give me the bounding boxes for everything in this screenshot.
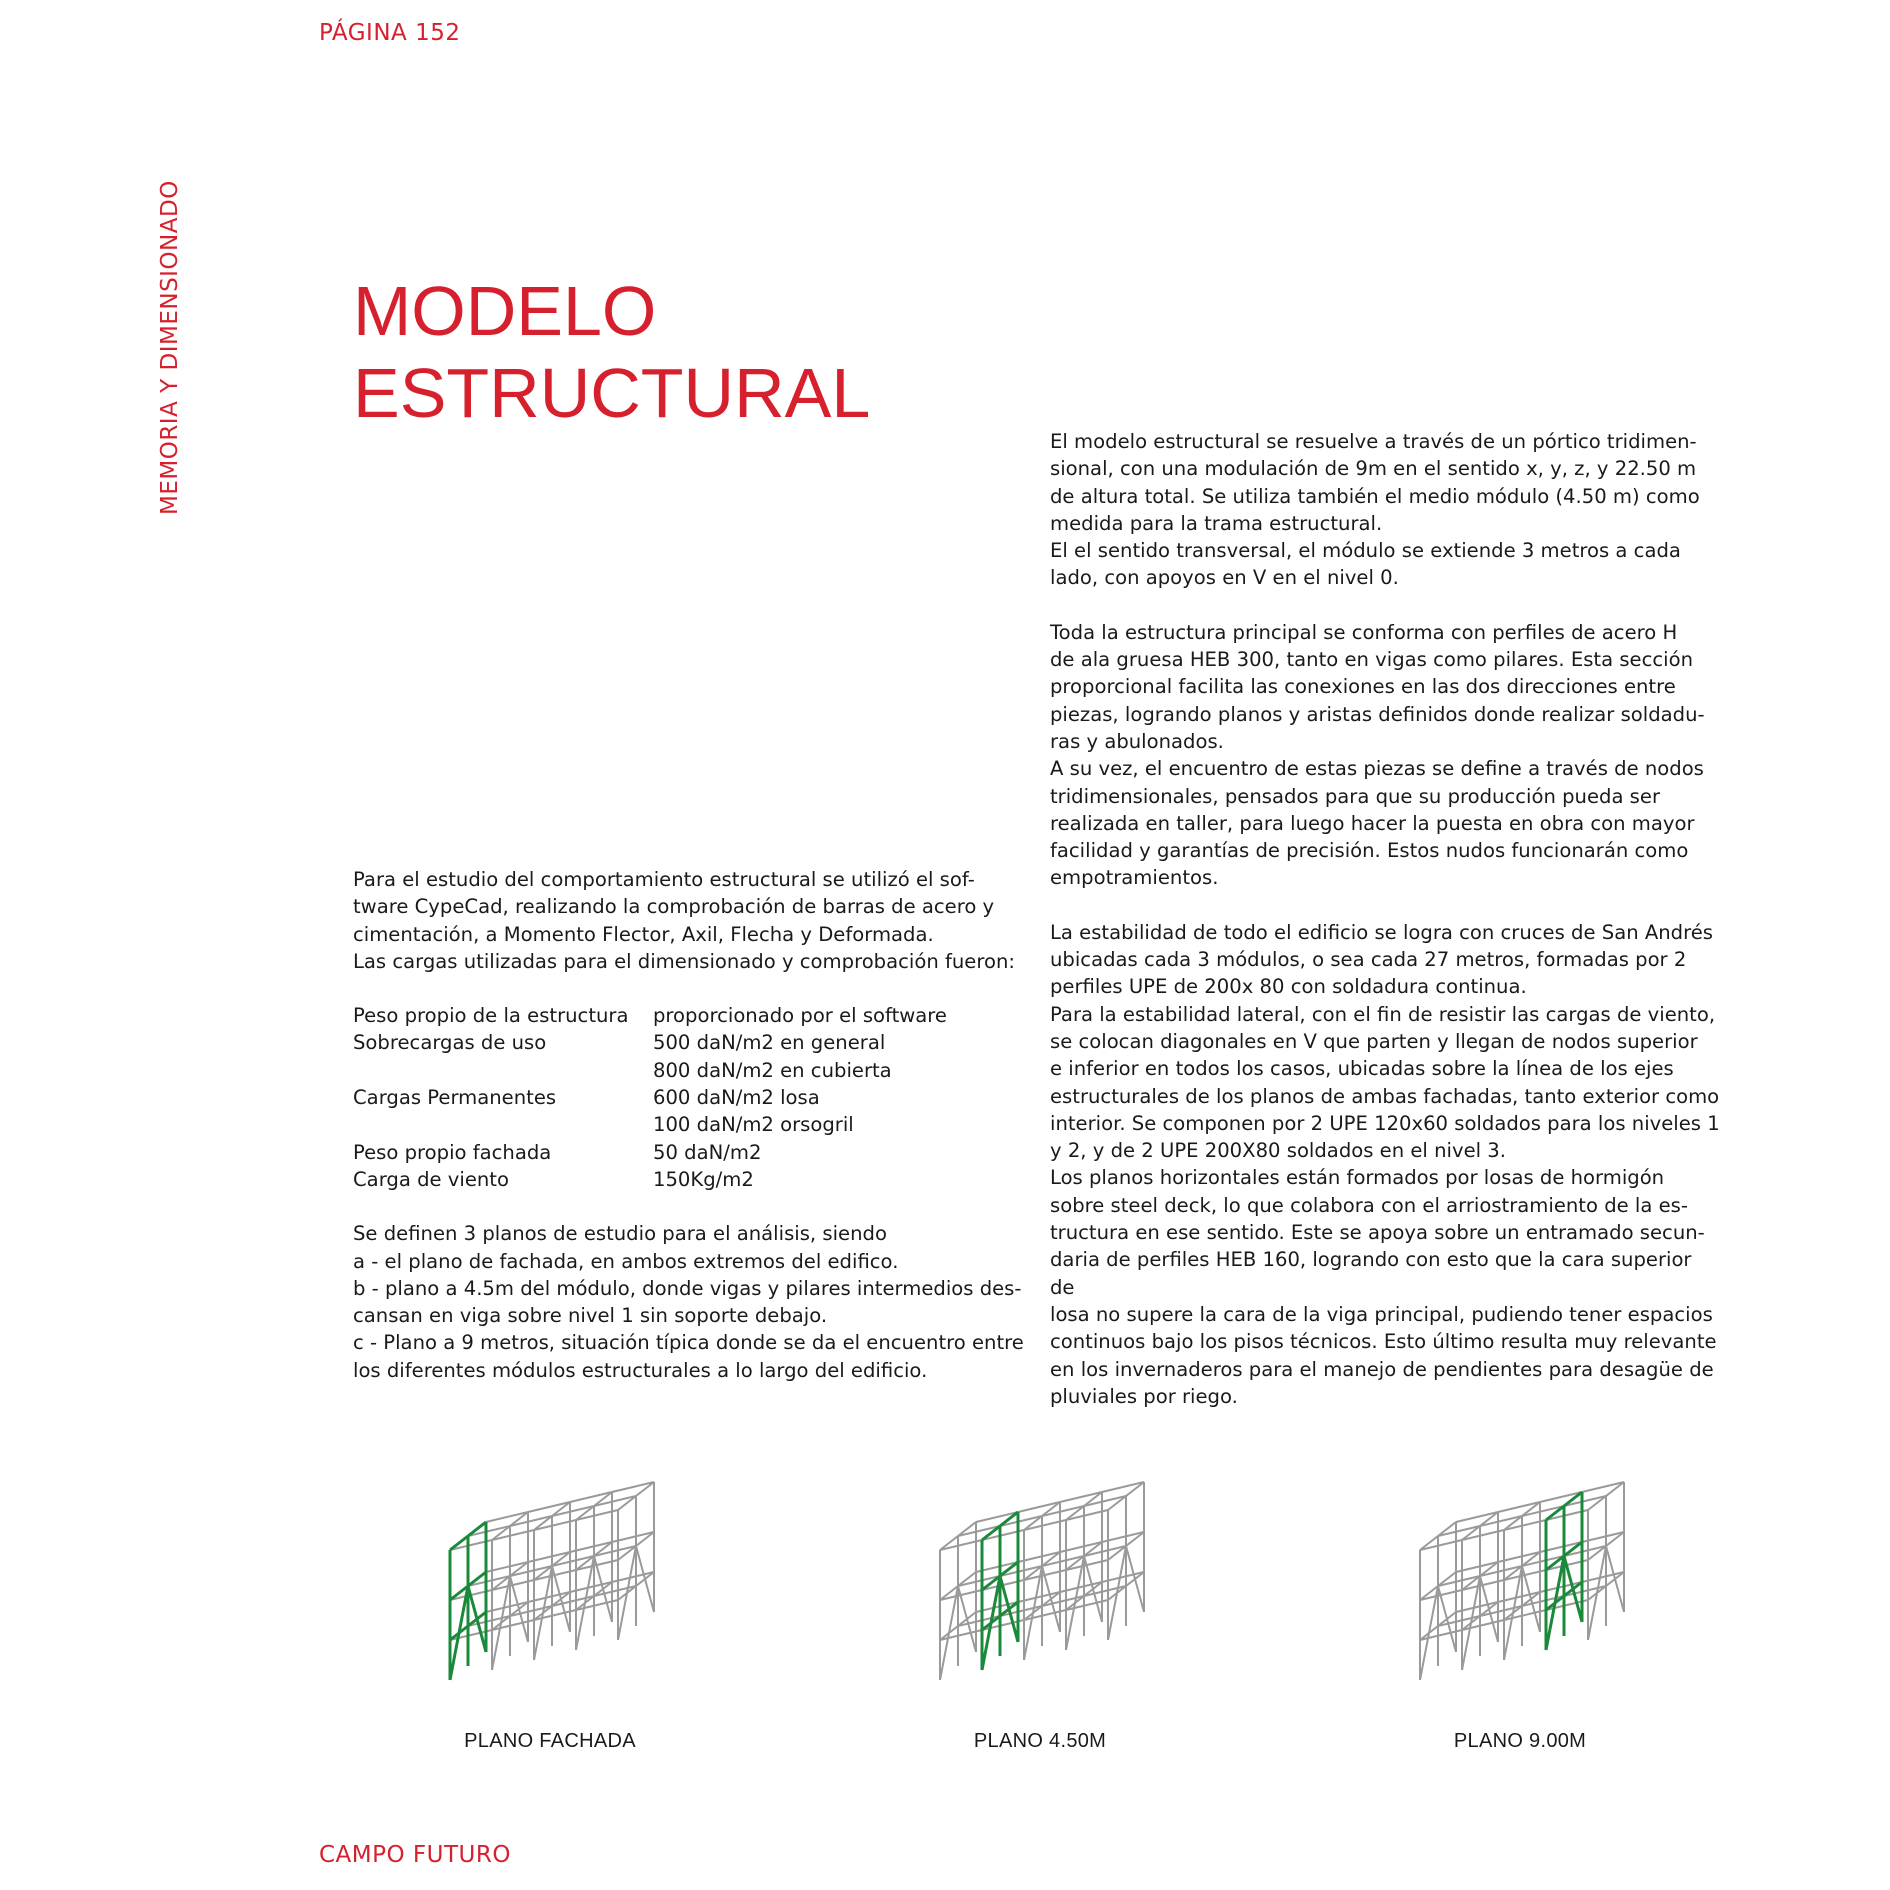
text-line: facilidad y garantías de precisión. Estos nudos funcionarán como bbox=[1050, 839, 1689, 863]
highlighted-member bbox=[1000, 1576, 1018, 1642]
page-title bbox=[353, 270, 870, 434]
title-line-1: MODELO bbox=[353, 272, 657, 350]
text-line: realizada en taller, para luego hacer la puesta en obra con mayor bbox=[1050, 811, 1695, 835]
text-line: sobre steel deck, lo que colabora con el arriostramiento de la es- bbox=[1050, 1193, 1688, 1217]
frame-member bbox=[1126, 1546, 1144, 1612]
load-label: Peso propio fachada bbox=[353, 1140, 552, 1164]
text-line: a - el plano de fachada, en ambos extremos del edifico. bbox=[353, 1249, 899, 1273]
text-line: interior. Se componen por 2 UPE 120x60 soldados para los niveles 1 bbox=[1050, 1111, 1720, 1135]
title-line-2: ESTRUCTURAL bbox=[353, 354, 871, 432]
table-row bbox=[353, 1166, 947, 1193]
text-line: ubicadas cada 3 módulos, o sea cada 27 metros, formadas por 2 bbox=[1050, 948, 1687, 972]
load-label: Peso propio de la estructura bbox=[353, 1004, 629, 1028]
text-line: pluviales por riego. bbox=[1050, 1384, 1238, 1408]
intro-paragraph bbox=[353, 866, 1033, 975]
highlighted-member bbox=[468, 1586, 486, 1652]
page-number: PÁGINA 152 bbox=[319, 20, 461, 46]
text-line: Para el estudio del comportamiento estructural se utilizó el sof- bbox=[353, 868, 975, 891]
text-line: medida para la trama estructural. bbox=[1050, 511, 1383, 535]
section-side-label: MEMORIA Y DIMENSIONADO bbox=[157, 180, 183, 515]
text-line: en los invernaderos para el manejo de pendientes para desagüe de bbox=[1050, 1357, 1714, 1381]
load-value: 500 daN/m2 en general bbox=[653, 1031, 886, 1055]
text-line: empotramientos. bbox=[1050, 866, 1219, 890]
text-line: tware CypeCad, realizando la comprobación de barras de acero y bbox=[353, 895, 995, 919]
diagram-plano-450 bbox=[890, 1480, 1190, 1753]
load-value: 50 daN/m2 bbox=[653, 1140, 762, 1164]
text-line: Se definen 3 planos de estudio para el análisis, siendo bbox=[353, 1222, 887, 1246]
text-line: Las cargas utilizadas para el dimensionado y comprobación fueron: bbox=[353, 949, 1015, 973]
table-row bbox=[353, 1002, 947, 1029]
text-line: los diferentes módulos estructurales a lo largo del edificio. bbox=[353, 1358, 928, 1382]
load-label bbox=[353, 1111, 653, 1138]
frame-member bbox=[1588, 1546, 1606, 1640]
load-value: 150Kg/m2 bbox=[653, 1167, 754, 1191]
paragraph-structure bbox=[1050, 428, 1720, 592]
loads-table bbox=[353, 1002, 947, 1193]
text-line: sional, con una modulación de 9m en el sentido x, y, z, y 22.50 m bbox=[1050, 457, 1697, 481]
table-row bbox=[353, 1084, 947, 1111]
paragraph-profiles bbox=[1050, 619, 1720, 892]
highlighted-member bbox=[1564, 1556, 1582, 1622]
text-line: cimentación, a Momento Flector, Axil, Flecha y Deformada. bbox=[353, 922, 934, 946]
text-line: Toda la estructura principal se conforma con perfiles de acero H bbox=[1050, 620, 1678, 644]
table-row bbox=[353, 1111, 947, 1138]
diagram-plano-fachada bbox=[400, 1480, 700, 1753]
diagram-caption: PLANO 9.00M bbox=[1453, 1730, 1587, 1752]
text-line: Los planos horizontales están formados por losas de hormigón bbox=[1050, 1166, 1665, 1190]
text-line: El el sentido transversal, el módulo se extiende 3 metros a cada bbox=[1050, 539, 1681, 563]
text-line: y 2, y de 2 UPE 200X80 soldados en el nivel 3. bbox=[1050, 1139, 1506, 1163]
load-label: Cargas Permanentes bbox=[353, 1086, 557, 1110]
load-label: Carga de viento bbox=[353, 1167, 509, 1191]
text-line: losa no supere la cara de la viga principal, pudiendo tener espacios bbox=[1050, 1302, 1713, 1326]
structural-frame-diagram bbox=[1400, 1480, 1640, 1700]
text-line: El modelo estructural se resuelve a través de un pórtico tridimen- bbox=[1050, 430, 1697, 453]
text-line: lado, con apoyos en V en el nivel 0. bbox=[1050, 566, 1399, 590]
load-value: 800 daN/m2 en cubierta bbox=[653, 1058, 892, 1082]
text-line: ras y abulonados. bbox=[1050, 729, 1224, 753]
diagram-plano-900 bbox=[1370, 1480, 1670, 1753]
text-line: tridimensionales, pensados para que su producción pueda ser bbox=[1050, 784, 1660, 808]
frame-member bbox=[1108, 1546, 1126, 1640]
text-line: perfiles UPE de 200x 80 con soldadura continua. bbox=[1050, 975, 1527, 999]
planes-paragraph bbox=[353, 1220, 1033, 1384]
text-line: daria de perfiles HEB 160, logrando con esto que la cara superior de bbox=[1050, 1248, 1692, 1299]
text-line: estructurales de los planos de ambas fachadas, tanto exterior como bbox=[1050, 1084, 1720, 1108]
text-line: b - plano a 4.5m del módulo, donde vigas y pilares intermedios des- bbox=[353, 1276, 1022, 1300]
frame-member bbox=[636, 1546, 654, 1612]
table-row bbox=[353, 1057, 947, 1084]
frame-member bbox=[1606, 1546, 1624, 1612]
text-line: cansan en viga sobre nivel 1 sin soporte debajo. bbox=[353, 1304, 828, 1328]
text-line: c - Plano a 9 metros, situación típica donde se da el encuentro entre bbox=[353, 1331, 1024, 1355]
text-line: se colocan diagonales en V que parten y llegan de nodos superior bbox=[1050, 1029, 1698, 1053]
text-line: tructura en ese sentido. Este se apoya sobre un entramado secun- bbox=[1050, 1221, 1705, 1245]
text-line: de altura total. Se utiliza también el medio módulo (4.50 m) como bbox=[1050, 484, 1700, 508]
text-line: proporcional facilita las conexiones en las dos direcciones entre bbox=[1050, 675, 1676, 699]
load-value: proporcionado por el software bbox=[653, 1004, 947, 1028]
table-row bbox=[353, 1139, 947, 1166]
load-value: 100 daN/m2 orsogril bbox=[653, 1113, 854, 1137]
right-column bbox=[1050, 428, 1720, 1410]
frame-member bbox=[618, 1546, 636, 1640]
table-row bbox=[353, 1029, 947, 1056]
load-value: 600 daN/m2 losa bbox=[653, 1086, 820, 1110]
text-line: de ala gruesa HEB 300, tanto en vigas como pilares. Esta sección bbox=[1050, 648, 1693, 672]
structural-frame-diagram bbox=[920, 1480, 1160, 1700]
structural-frame-diagram bbox=[430, 1480, 670, 1700]
paragraph-stability bbox=[1050, 919, 1720, 1410]
project-name: CAMPO FUTURO bbox=[319, 1842, 511, 1868]
text-line: La estabilidad de todo el edificio se logra con cruces de San Andrés bbox=[1050, 920, 1713, 944]
text-line: A su vez, el encuentro de estas piezas se define a través de nodos bbox=[1050, 757, 1704, 781]
diagram-caption: PLANO FACHADA bbox=[464, 1730, 636, 1752]
diagram-caption: PLANO 4.50M bbox=[973, 1730, 1107, 1752]
text-line: continuos bajo los pisos técnicos. Esto último resulta muy relevante bbox=[1050, 1330, 1717, 1354]
text-line: Para la estabilidad lateral, con el fin de resistir las cargas de viento, bbox=[1050, 1002, 1716, 1026]
text-line: e inferior en todos los casos, ubicadas sobre la línea de los ejes bbox=[1050, 1057, 1674, 1081]
text-line: piezas, logrando planos y aristas definidos donde realizar soldadu- bbox=[1050, 702, 1705, 726]
left-column bbox=[353, 866, 1033, 1384]
load-label bbox=[353, 1057, 653, 1084]
load-label: Sobrecargas de uso bbox=[353, 1031, 547, 1055]
